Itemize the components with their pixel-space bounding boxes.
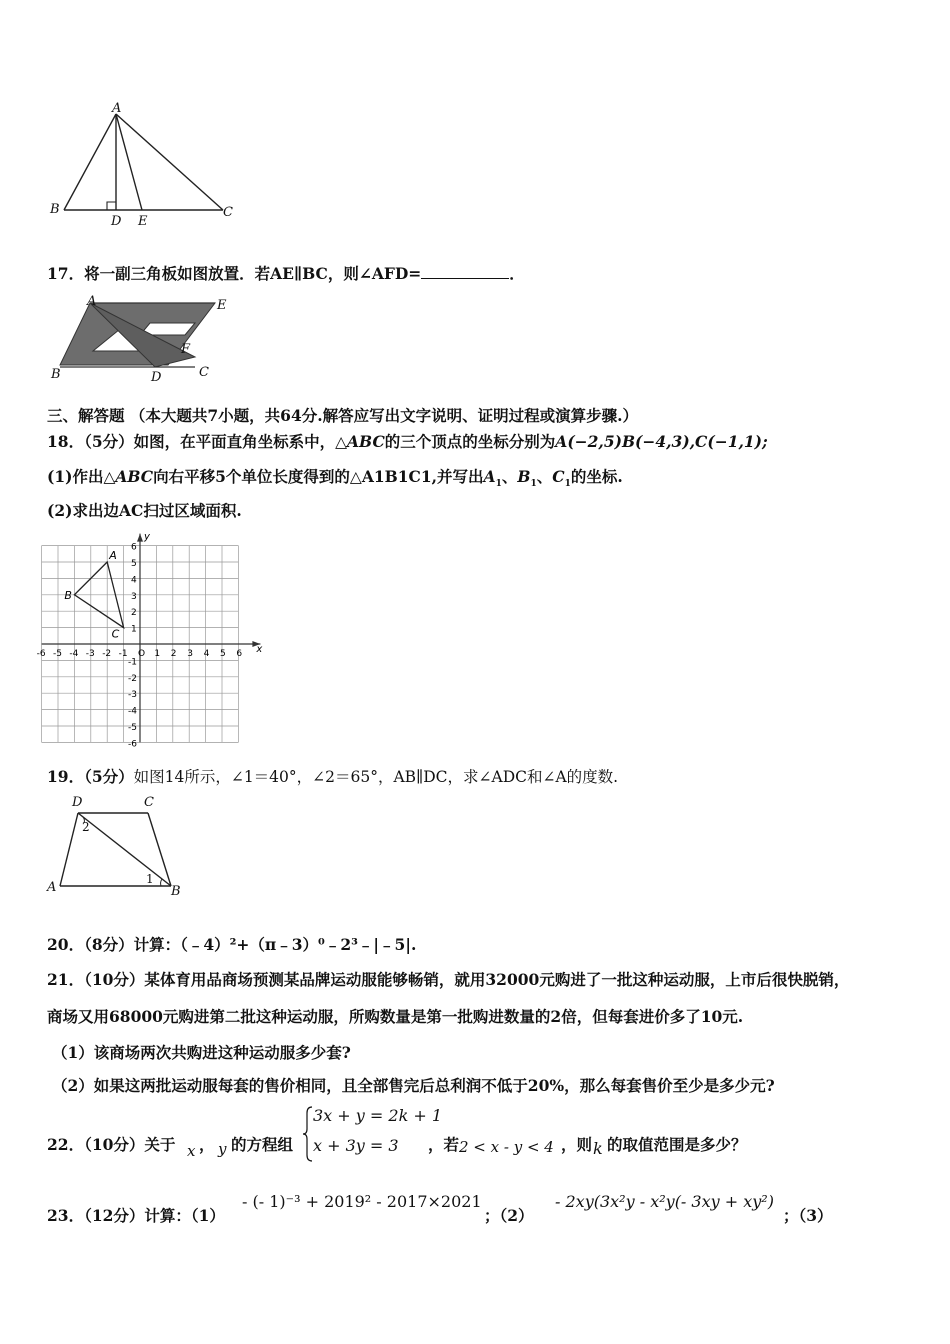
q18-part1-b: B (517, 467, 531, 486)
q18-mid: 的三个顶点的坐标分别为 (384, 432, 556, 451)
q22-mid: 的方程组 (231, 1135, 294, 1154)
y-tick-label: 4 (131, 575, 137, 586)
x-axis-label: x (256, 644, 263, 655)
q18-part1-c-sub: 1 (564, 479, 571, 490)
y-tick-label: -2 (128, 673, 137, 684)
y-tick-label: 5 (131, 559, 137, 569)
q18-part1-end: 的坐标. (570, 467, 623, 486)
y-tick-label: -4 (128, 706, 137, 717)
point-label-b: B (64, 588, 72, 602)
fig17-label-e: E (217, 298, 227, 313)
y-tick-label: -5 (128, 723, 137, 733)
q18-triangle: △ABC (335, 432, 385, 451)
q23-sep-1: ；（2） (484, 1206, 534, 1225)
x-tick-label: -5 (53, 649, 62, 659)
x-tick-label: -3 (85, 649, 95, 659)
y-axis-arrow (137, 534, 143, 542)
q18-part1-sep1: 、 (501, 467, 518, 486)
fig19-label-d: D (72, 795, 83, 810)
q18-part1-c: C (552, 467, 565, 486)
fig19-label-angle-2: 2 (82, 820, 90, 834)
question-19 (47, 765, 618, 787)
section-3-heading: 三、解答题 （本大题共7小题，共64分.解答应写出文字说明、证明过程或演算步骤.） (47, 406, 639, 425)
y-tick-label: 3 (131, 591, 137, 602)
q22-var-y: y (218, 1140, 227, 1158)
q22-cond-prefix: ，若 (428, 1135, 460, 1154)
question-21-line-1: 21．（10分）某体育用品商场预测某品牌运动服能够畅销，就用32000元购进了一批这种运动服，上市后很快脱销， (47, 970, 850, 989)
q22-then: ，则 (561, 1135, 593, 1154)
question-20: 20．（8分）计算：（﹣4）²+（π﹣3）⁰﹣2³﹣|﹣5|. (47, 935, 417, 954)
x-tick-label: 3 (187, 649, 193, 659)
x-tick-label: 6 (236, 649, 243, 659)
q22-comma: ， (199, 1135, 215, 1154)
y-tick-label: 1 (131, 624, 137, 635)
y-tick-label: 2 (131, 608, 137, 619)
fig17-label-b: B (51, 367, 61, 382)
fig19-label-c: C (144, 795, 154, 810)
point-label-c: C (111, 627, 120, 641)
coordinate-grid-18 (36, 530, 270, 750)
fig17-label-c: C (199, 365, 209, 380)
q23-expr-2: - 2xy(3x²y - x²y(- 3xy + xy²) (555, 1192, 774, 1211)
q18-part1-mid: 向右平移5个单位长度得到的△A1B1C1,并写出 (153, 467, 484, 486)
fig16-label-c: C (223, 205, 233, 220)
question-21-part-1: （1）该商场两次共购进这种运动服多少套? (52, 1043, 351, 1062)
question-18-part-1 (47, 465, 623, 489)
q18-prefix: 18．（5分）如图，在平面直角坐标系中， (47, 432, 336, 451)
fig17-label-a: A (87, 294, 97, 309)
q18-part1-sep2: 、 (536, 467, 553, 486)
q17-answer-blank (421, 264, 509, 279)
q18-part1-a: A (483, 467, 496, 486)
q22-eq-2: x + 3y = 3 (313, 1136, 399, 1155)
q17-text: 17．将一副三角板如图放置．若AE∥BC，则∠AFD= (47, 264, 422, 283)
fig19-label-angle-1: 1 (146, 872, 154, 886)
q17-end: ． (509, 264, 525, 283)
q19-text: 如图14所示，∠1＝40°，∠2＝65°，AB∥DC，求∠ADC和∠A的度数. (133, 768, 619, 786)
fig16-label-b: B (50, 202, 60, 217)
y-tick-label: -1 (128, 657, 137, 668)
q23-expr-1: - (- 1)⁻³ + 2019² - 2017×2021 (242, 1192, 482, 1211)
x-tick-label: -6 (36, 649, 46, 659)
fig17-label-d: D (151, 370, 162, 385)
q18-part1-prefix: (1)作出 (47, 467, 104, 486)
question-17 (47, 262, 525, 284)
q23-sep-2: ；（3） (783, 1206, 833, 1225)
question-23-prefix: 23．（12分）计算：（1） (47, 1206, 225, 1225)
q22-end: 的取值范围是多少？ (607, 1135, 747, 1154)
figure-17-set-squares (45, 295, 245, 385)
x-tick-label: 5 (220, 649, 226, 659)
fig19-label-a: A (47, 880, 57, 895)
q18-part1-a-sub: 1 (495, 479, 502, 490)
fig17-label-f: F (181, 342, 191, 357)
x-tick-label: -1 (118, 649, 128, 659)
q18-part1-b-sub: 1 (530, 479, 537, 490)
x-tick-label: -4 (69, 649, 79, 659)
q22-condition: 2 < x - y < 4 (459, 1138, 554, 1156)
question-21-line-2: 商场又用68000元购进第二批这种运动服，所购数量是第一批购进数量的2倍，但每套进价多了10元. (47, 1007, 744, 1026)
question-22-prefix: 22．（10分）关于 (47, 1135, 176, 1154)
fig16-label-e: E (138, 214, 148, 229)
q18-coords: A(−2,5)B(−4,3),C(−1,1); (555, 432, 768, 451)
y-tick-label: -6 (128, 739, 137, 750)
point-label-a: A (109, 549, 117, 562)
q22-eq-1: 3x + y = 2k + 1 (313, 1106, 443, 1125)
q18-part1-tri: △ABC (103, 467, 154, 486)
q22-var-k: k (593, 1139, 603, 1158)
q22-var-x: x (187, 1142, 196, 1160)
x-tick-label: -2 (102, 649, 112, 659)
question-18-line-1 (47, 430, 768, 452)
y-axis-label: y (144, 531, 150, 543)
q19-prefix: 19．（5分） (47, 767, 134, 786)
y-tick-label: 6 (131, 542, 137, 553)
fig16-label-a: A (112, 101, 122, 116)
x-tick-label: 2 (170, 649, 177, 659)
x-tick-label: 1 (154, 649, 161, 659)
x-tick-label: 4 (203, 649, 210, 659)
y-tick-label: -3 (128, 690, 137, 701)
question-18-part-2: (2)求出边AC扫过区域面积. (47, 501, 242, 520)
question-21-part-2: （2）如果这两批运动服每套的售价相同，且全部售完后总利润不低于20%，那么每套售价至少是多少元? (52, 1076, 775, 1095)
x-tick-label: O (138, 649, 146, 659)
fig16-label-d: D (111, 214, 122, 229)
fig19-label-b: B (171, 884, 181, 899)
